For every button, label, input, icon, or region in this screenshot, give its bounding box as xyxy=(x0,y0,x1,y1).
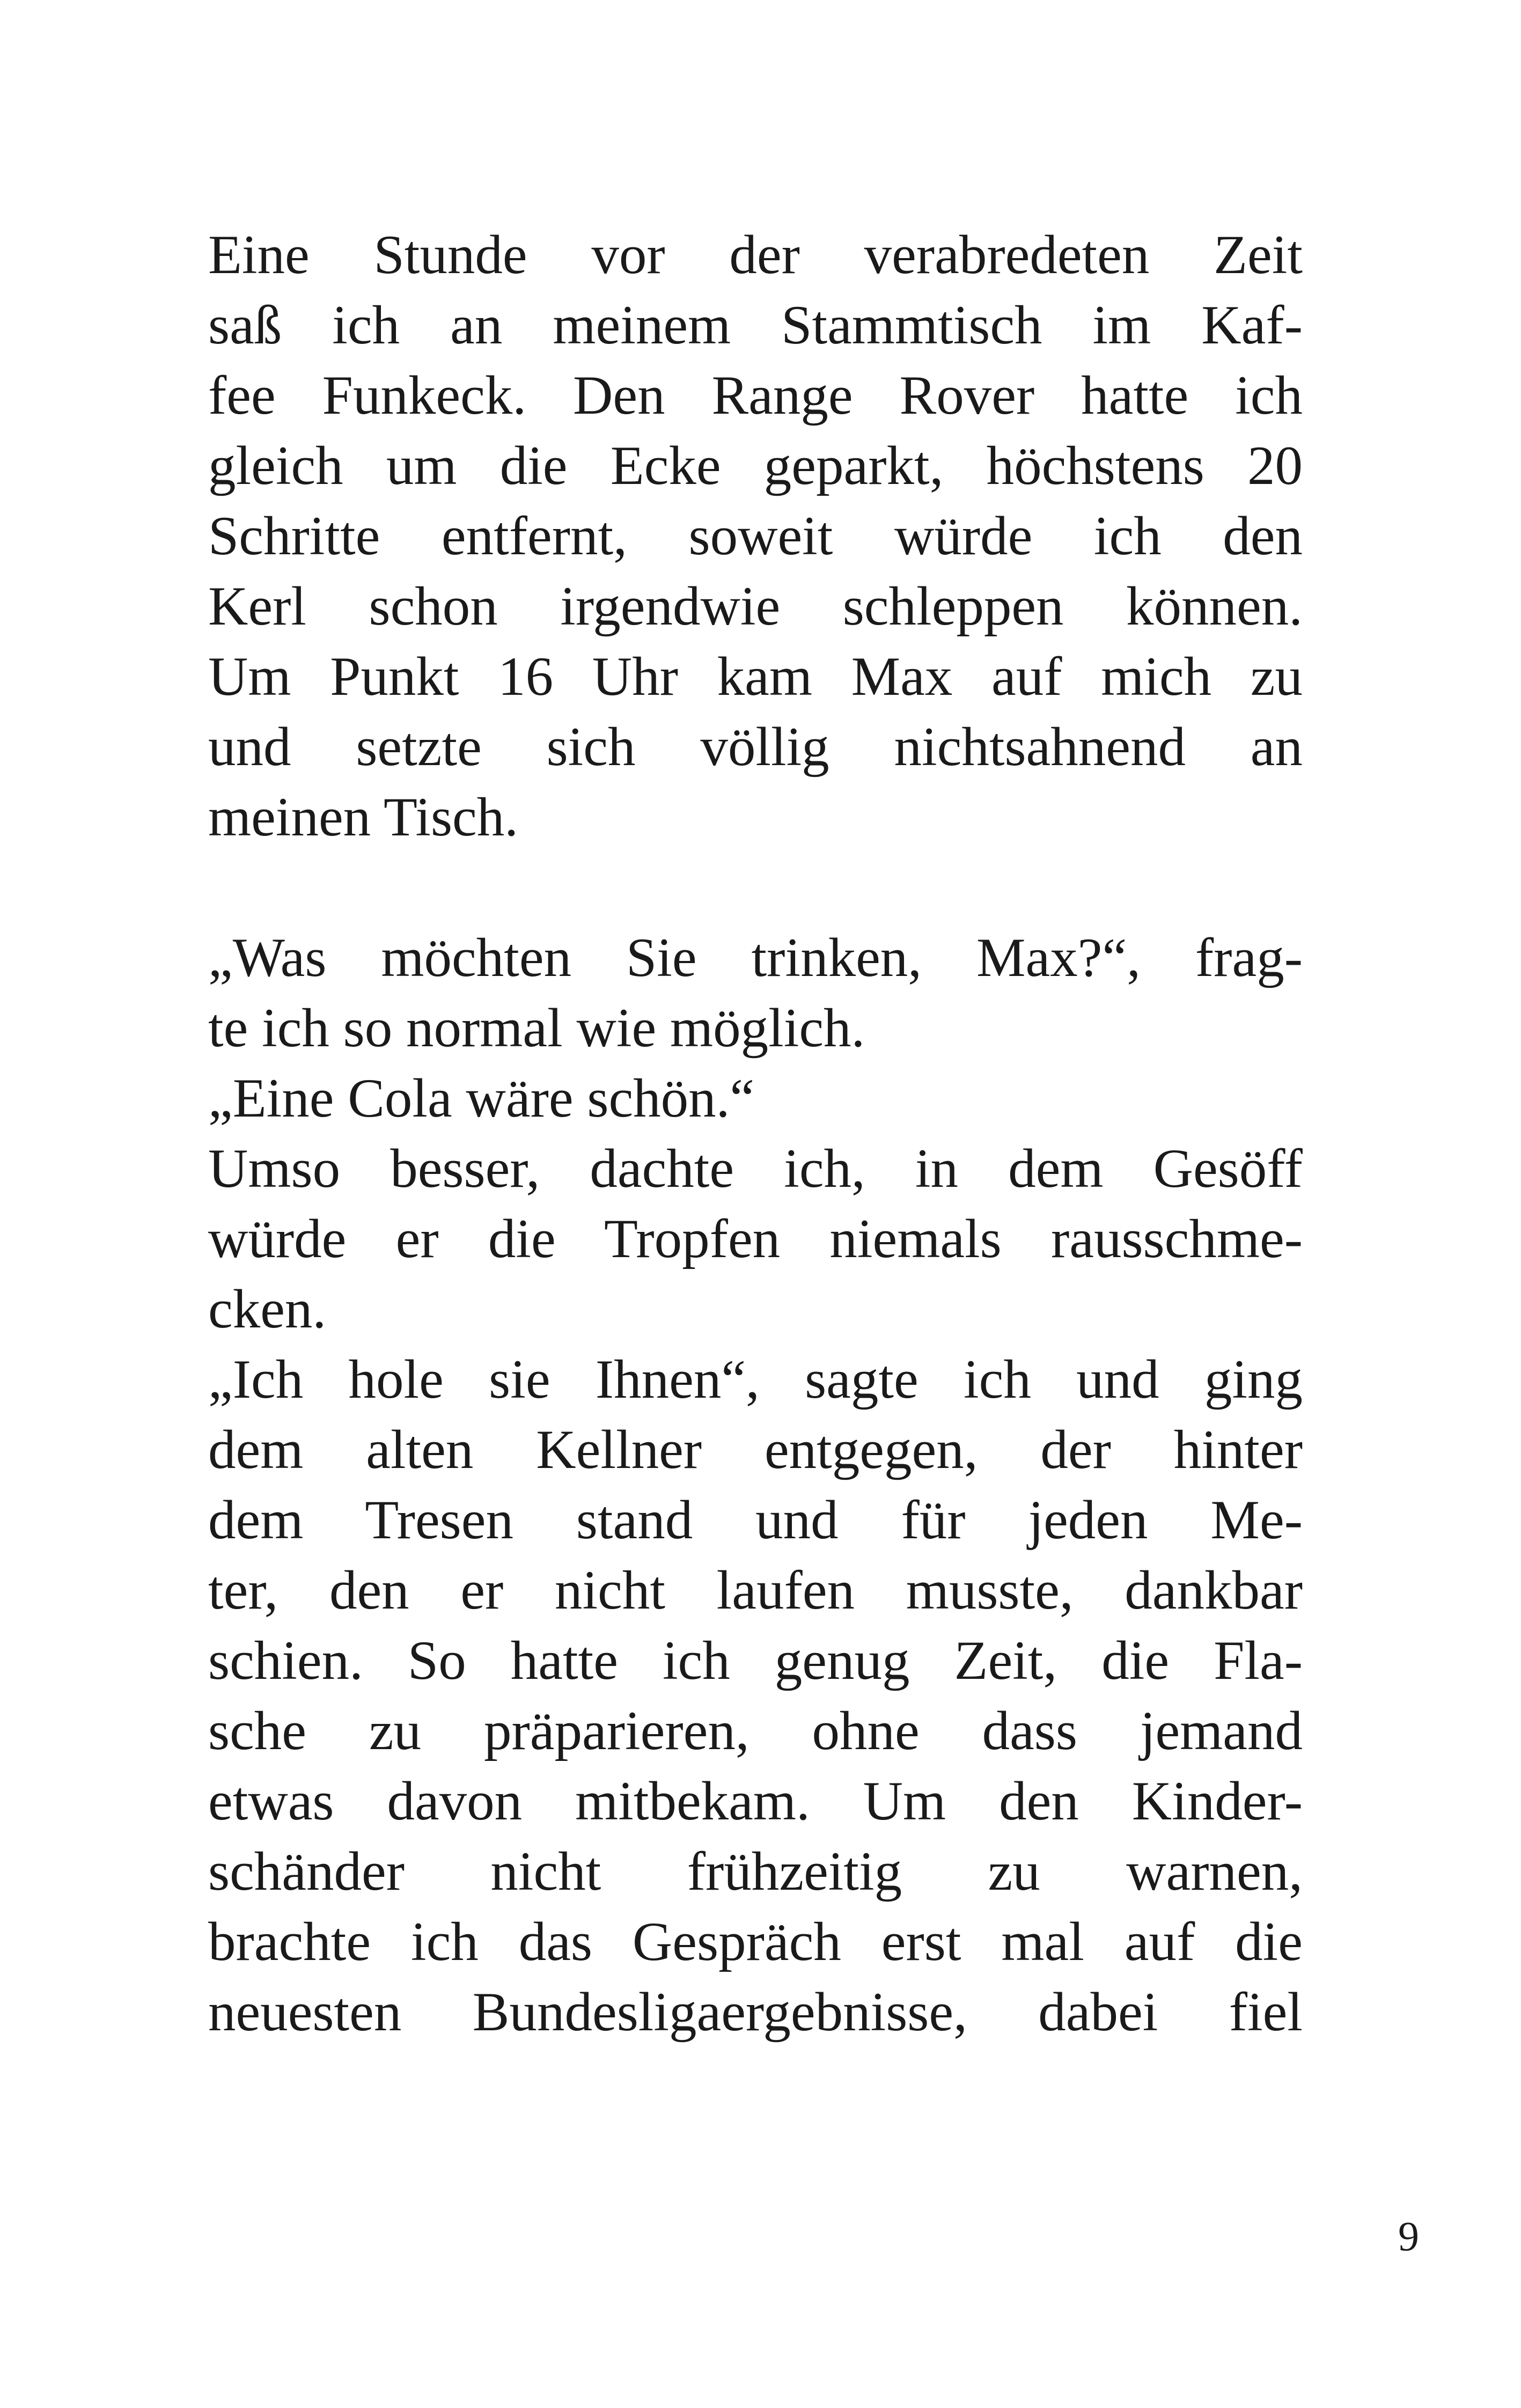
text-line: meinen Tisch. xyxy=(208,787,519,848)
page-number: 9 xyxy=(1398,2213,1419,2259)
text-line: ter, den er nicht laufen musste, dankbar xyxy=(208,1560,1303,1621)
text-line: dem alten Kellner entgegen, der hinter xyxy=(208,1419,1303,1480)
text-line: Kerl schon irgendwie schleppen können. xyxy=(208,576,1303,637)
paragraph-1 xyxy=(208,220,1303,853)
text-line: schien. So hatte ich genug Zeit, die Fla- xyxy=(208,1630,1303,1691)
text-line: Schritte entfernt, soweit würde ich den xyxy=(208,505,1303,567)
paragraph-5 xyxy=(208,1345,1303,2047)
body-text xyxy=(208,220,1303,2047)
paragraph-spacer xyxy=(208,853,1303,923)
text-line: „Was möchten Sie trinken, Max?“, frag- xyxy=(208,927,1303,988)
paragraph-3 xyxy=(208,1063,1303,1134)
text-line: schänder nicht frühzeitig zu warnen, xyxy=(208,1841,1303,1902)
text-line: etwas davon mitbekam. Um den Kinder- xyxy=(208,1771,1303,1832)
text-line: sche zu präparieren, ohne dass jemand xyxy=(208,1700,1303,1761)
text-line: und setzte sich völlig nichtsahnend an xyxy=(208,716,1303,777)
text-line: Um Punkt 16 Uhr kam Max auf mich zu xyxy=(208,646,1303,707)
text-line: brachte ich das Gespräch erst mal auf die xyxy=(208,1911,1303,1972)
text-line: „Eine Cola wäre schön.“ xyxy=(208,1068,755,1129)
text-line: „Ich hole sie Ihnen“, sagte ich und ging xyxy=(208,1349,1303,1410)
text-line: Eine Stunde vor der verabredeten Zeit xyxy=(208,224,1303,285)
text-line: te ich so normal wie möglich. xyxy=(208,997,865,1059)
text-line: cken. xyxy=(208,1279,327,1340)
text-line: saß ich an meinem Stammtisch im Kaf- xyxy=(208,295,1303,356)
text-line: würde er die Tropfen niemals rausschme- xyxy=(208,1208,1303,1269)
paragraph-2 xyxy=(208,923,1303,1063)
text-line: neuesten Bundesligaergebnisse, dabei fiel xyxy=(208,1981,1303,2043)
text-line: dem Tresen stand und für jeden Me- xyxy=(208,1489,1303,1551)
text-line: gleich um die Ecke geparkt, höchstens 20 xyxy=(208,435,1303,496)
text-line: Umso besser, dachte ich, in dem Gesöff xyxy=(208,1138,1303,1199)
text-line: fee Funkeck. Den Range Rover hatte ich xyxy=(208,365,1303,426)
paragraph-4 xyxy=(208,1134,1303,1345)
